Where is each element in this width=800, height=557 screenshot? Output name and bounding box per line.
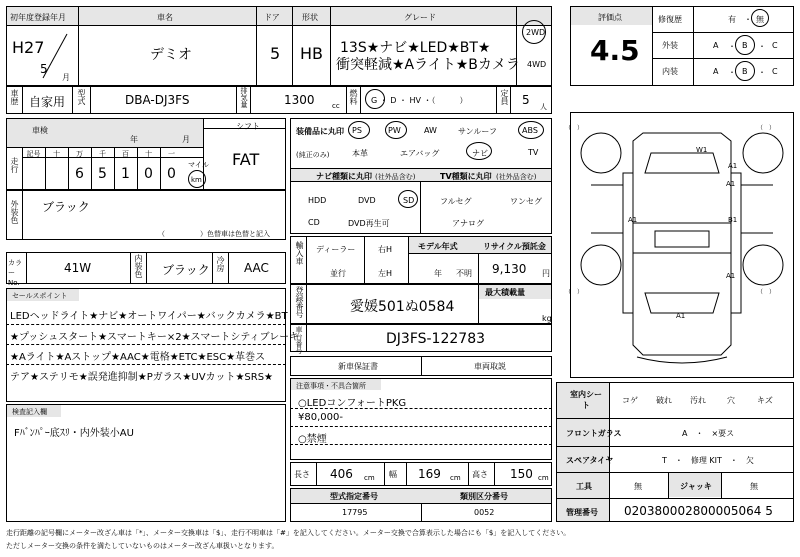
repair-yes: 有 <box>728 15 736 24</box>
glass-label: フロントガラス <box>566 429 622 438</box>
score-label: 評価点 <box>598 13 622 22</box>
exterior-c: C <box>772 41 778 50</box>
color-label: 外装色 <box>10 200 19 224</box>
score-value: 4.5 <box>590 34 640 67</box>
seat-yabure: 破れ <box>656 396 672 405</box>
chassis-value: DJ3FS-122783 <box>386 331 486 347</box>
ac-value: AAC <box>244 261 269 275</box>
digit-value: 6 <box>75 166 84 182</box>
recycle-value: 9,130 <box>492 262 527 276</box>
fuel-label: 燃料 <box>349 89 358 105</box>
repair-no: 無 <box>756 15 764 24</box>
equip-pw: PW <box>388 126 401 135</box>
car-name: デミオ <box>150 47 192 63</box>
import-rh: 右H <box>378 245 393 254</box>
mgmt-label: 管理番号 <box>566 508 598 517</box>
capacity-label: 定員 <box>500 89 509 105</box>
repair-sep: ・ <box>744 15 752 24</box>
seat-koge: コゲ <box>622 396 638 405</box>
equipment-label: 装備品に丸印 <box>296 127 344 136</box>
ac-label: 冷房 <box>216 256 225 272</box>
shift-label: シフト <box>236 122 260 131</box>
inspection-label: 車検 <box>32 126 48 135</box>
grade-label: グレード <box>404 13 436 22</box>
spare-value: T ・ 修理 KIT ・ 欠 <box>662 456 754 465</box>
grade-line2: 衝突軽減★Aライト★Bカメラ <box>336 57 520 73</box>
type-no-value: 17795 <box>342 508 368 517</box>
interior-dot: ・ <box>728 68 736 77</box>
sales-line-3: ★Aライト★Aストップ★AAC★電格★ETC★ESC★革巻ス <box>10 352 266 363</box>
exterior-dot2: ・ <box>758 42 766 51</box>
shape-value: HB <box>300 44 324 63</box>
capacity-unit: 人 <box>540 103 547 111</box>
note-line-2: ¥80,000- <box>298 412 343 423</box>
import-label: 輸入車 <box>295 241 304 265</box>
reg-era: H27 <box>12 38 45 57</box>
use-value: 自家用 <box>29 95 66 109</box>
car-diagram <box>571 113 793 377</box>
glass-value: A ・ ×要ス <box>682 429 735 438</box>
seat-yogore: 汚れ <box>690 396 706 405</box>
digit-header: 万 <box>76 150 83 158</box>
mark-a1-r-front2: A1 <box>726 180 736 188</box>
spare-label: スペアタイヤ <box>566 456 614 465</box>
inspector-text: Fﾊﾞﾝﾊﾟｰ底ｽﾘ・内外装小AU <box>14 428 134 439</box>
use-label: 車歴 <box>10 89 19 105</box>
mark-b1-right: B1 <box>728 216 738 224</box>
tool-label: 工具 <box>576 482 592 491</box>
drive-4wd: 4WD <box>527 60 547 69</box>
width-label: 幅 <box>389 470 397 479</box>
model-year-unknown: 不明 <box>456 269 472 278</box>
disp-label: 排気量 <box>240 87 248 108</box>
height-unit: cm <box>538 474 549 482</box>
load-unit: kg <box>542 314 552 323</box>
mark-a1-rear: A1 <box>676 312 686 320</box>
mgmt-value: 020380002800005064 5 <box>624 504 773 518</box>
mark-a1-r-front: A1 <box>728 162 738 170</box>
inspection-month: 月 <box>182 135 190 144</box>
recycle-unit: 円 <box>542 269 550 278</box>
equipment-sub: (純正のみ) <box>296 151 330 159</box>
color-note: （ ）色替車は色替と記入 <box>158 230 270 238</box>
digit-value: 1 <box>121 166 130 182</box>
navi-sd: SD <box>403 196 415 205</box>
interior-dot2: ・ <box>758 68 766 77</box>
jack-label: ジャッキ <box>680 482 712 491</box>
shape-label: 形状 <box>302 13 318 22</box>
footer-line-2: ただしメーター交換の条件を満たしていないものはメーター改ざん車扱いとなります。 <box>6 542 279 550</box>
paren-tl: （ ） <box>565 125 584 132</box>
int-color-label: 内装色 <box>134 254 143 278</box>
tv-oneseg: ワンセグ <box>510 197 542 206</box>
fuel-options: G ・ D ・ HV ・（ ） <box>371 96 468 105</box>
import-dealer: ディーラー <box>316 245 356 254</box>
reg-month-unit: 月 <box>62 73 70 82</box>
load-label: 最大積載量 <box>485 288 525 297</box>
notes-label: 注意事項・不具合箇所 <box>296 382 366 390</box>
equip-tv: TV <box>528 148 539 157</box>
colorno-value: 41W <box>64 261 92 275</box>
digit-header: 記号 <box>26 150 41 158</box>
note-line-1: ○LEDコンフォートPKG <box>298 398 407 409</box>
import-parallel: 並行 <box>330 269 346 278</box>
interior-c: C <box>772 67 778 76</box>
note-line-3: ○禁煙 <box>298 434 327 445</box>
paren-br: （ ） <box>757 289 776 296</box>
equip-leather: 本革 <box>352 149 368 158</box>
interior-a: A <box>713 67 719 76</box>
width-value: 169 <box>418 467 441 481</box>
equip-aw: AW <box>424 126 437 135</box>
colorno-label: カラーNo. <box>8 259 22 287</box>
exterior-label: 外装 <box>662 41 678 50</box>
disp-value: 1300 <box>284 93 315 107</box>
exterior-a: A <box>713 41 719 50</box>
tv-label: TV種類に丸印 <box>440 172 492 181</box>
digit-header: 十 <box>53 150 60 158</box>
warranty-new: 新車保証書 <box>338 362 378 371</box>
sales-line-1: LEDヘッドライト★ナビ★オートワイパー★バックカメラ★BT <box>10 311 288 322</box>
digit-header: 百 <box>122 150 129 158</box>
warranty-manual: 車両取説 <box>474 362 506 371</box>
digit-header: 十 <box>145 150 152 158</box>
type-no-label: 型式指定番号 <box>330 492 378 501</box>
seat-ana: 穴 <box>727 396 735 405</box>
exterior-dot: ・ <box>728 42 736 51</box>
mile-unit: マイル <box>188 161 209 169</box>
model-year-unit: 年 <box>434 269 442 278</box>
interior-b: B <box>742 67 748 76</box>
inspector-box <box>6 404 286 522</box>
length-label: 長さ <box>294 470 310 479</box>
equip-ps: PS <box>352 126 362 135</box>
repair-history-label: 修復歴 <box>658 15 682 24</box>
grade-line1: 13S★ナビ★LED★BT★ <box>340 40 491 56</box>
km-unit: km <box>191 176 202 184</box>
reg-date-label: 初年度登録年月 <box>10 13 66 22</box>
seat-kizu: キズ <box>757 396 773 405</box>
equip-navi: ナビ <box>472 149 488 158</box>
digit-header: 一 <box>168 150 175 158</box>
car-name-label: 車名 <box>157 13 173 22</box>
doors-label: ドア <box>264 13 280 22</box>
height-label: 高さ <box>472 470 488 479</box>
sales-line-4: テア★ステリモ★誤発進抑制★Pガラス★UVカット★SRS★ <box>10 372 274 383</box>
length-value: 406 <box>330 467 353 481</box>
recycle-label: リサイクル預託金 <box>483 242 546 251</box>
sales-box <box>6 288 286 402</box>
drive-2wd: 2WD <box>526 28 546 37</box>
sales-label: セールスポイント <box>12 292 68 300</box>
length-unit: cm <box>364 474 375 482</box>
chassis-label: 車台番号 <box>295 326 303 354</box>
footer-line-1: 走行距離の記号欄にメーター改ざん車は「*」、メーター交換車は「$」、走行不明車は「#」を記入してください。メーター交換で合算表示した場合にも「$」を記入してください。 <box>6 529 571 537</box>
plate-label: 登録番号 <box>295 286 304 318</box>
model-value: DBA-DJ3FS <box>125 93 190 107</box>
digit-value: 0 <box>144 166 153 182</box>
inspector-label: 検査記入欄 <box>12 408 47 416</box>
navi-hdd: HDD <box>308 196 327 205</box>
mark-w1: W1 <box>696 146 708 154</box>
navi-label: ナビ種類に丸印 <box>316 172 372 181</box>
paren-bl: （ ） <box>565 289 584 296</box>
inspection-year: 年 <box>130 135 138 144</box>
model-year-label: モデル年式 <box>418 242 458 251</box>
interior-label: 内装 <box>662 67 678 76</box>
paren-tr: （ ） <box>757 125 776 132</box>
import-lh: 左H <box>378 269 393 278</box>
row2-box <box>6 86 552 114</box>
capacity-value: 5 <box>522 93 530 107</box>
sales-line-2: ★プッシュスタート★スマートキー×2★スマートシティブレーキ <box>10 332 300 343</box>
navi-dvd: DVD <box>358 196 376 205</box>
mark-a1-r-rear: A1 <box>726 272 736 280</box>
digit-value: 0 <box>167 166 176 182</box>
doors-value: 5 <box>270 44 281 63</box>
jack-value: 無 <box>750 482 758 491</box>
equip-abs: ABS <box>522 126 538 135</box>
width-unit: cm <box>450 474 461 482</box>
equip-airbag: エアバッグ <box>400 149 440 158</box>
class-no-label: 類別区分番号 <box>460 492 508 501</box>
mark-a1-left: A1 <box>628 216 638 224</box>
int-color-value: ブラック <box>162 263 210 277</box>
navi-sub: (社外品含む) <box>375 173 416 181</box>
digit-value: 5 <box>98 166 107 182</box>
tv-analog: アナログ <box>452 219 484 228</box>
equip-sunroof: サンルーフ <box>458 127 497 136</box>
navi-dvd-play: DVD再生可 <box>348 219 390 228</box>
disp-unit: cc <box>332 102 340 110</box>
exterior-b: B <box>742 41 748 50</box>
plate-value: 愛媛501ぬ0584 <box>350 299 455 315</box>
color-value: ブラック <box>42 200 90 214</box>
reg-month: 5 <box>40 62 48 76</box>
mileage-label: 走行 <box>10 157 19 173</box>
shift-value: FAT <box>232 150 260 169</box>
model-label: 型式 <box>77 89 86 105</box>
height-value: 150 <box>510 467 533 481</box>
seat-label: 室内シート <box>570 390 602 410</box>
class-no-value: 0052 <box>474 508 495 517</box>
tool-value: 無 <box>634 482 642 491</box>
tv-sub: (社外品含む) <box>496 173 537 181</box>
tv-fullseg: フルセグ <box>440 197 472 206</box>
digit-header: 千 <box>99 150 106 158</box>
navi-cd: CD <box>308 218 320 227</box>
